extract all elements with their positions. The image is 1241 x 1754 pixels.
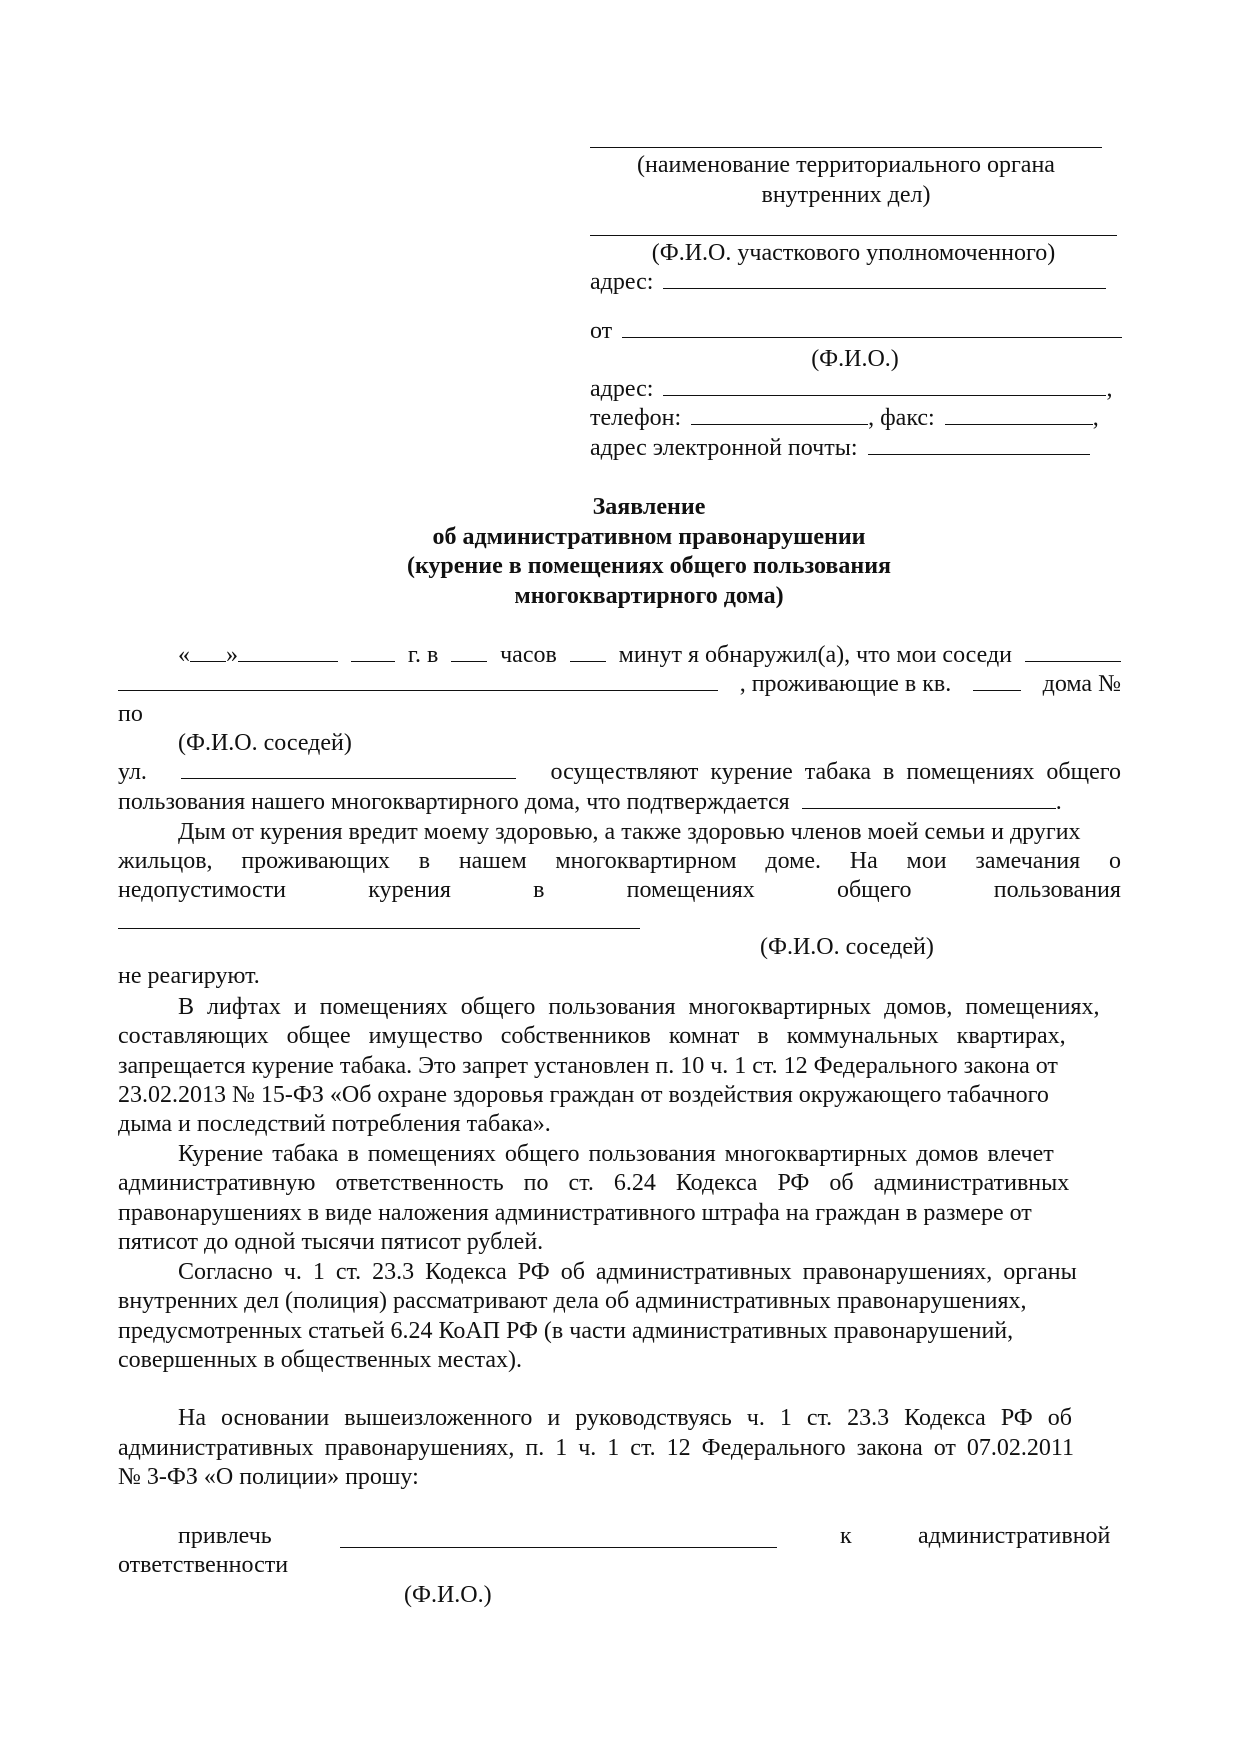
word: пользования — [993, 877, 1121, 903]
p4-line-4: пятисот до одной тысячи пятисот рублей. — [118, 1229, 544, 1255]
p2-end: не реагируют. — [118, 963, 260, 989]
title-line-4: многоквартирного дома) — [514, 583, 784, 609]
word: нашем — [458, 848, 527, 874]
email-row — [590, 433, 1090, 463]
officer-caption: (Ф.И.О. участкового уполномоченного) — [651, 240, 1056, 266]
fax-label: , факс: — [868, 405, 935, 431]
sender-address-label: адрес: — [590, 376, 654, 402]
p3-line-4: 23.02.2013 № 15-ФЗ «Об охране здоровья граждан от воздействия окружающего табачного — [118, 1082, 1049, 1108]
request-responsibility: ответственности — [118, 1552, 289, 1578]
body-line-1: « » г. в часов минут я обнаружил(а), что мои соседи — [178, 640, 1121, 670]
from-label: от — [590, 318, 613, 344]
p3-line-5: дыма и последствий потребления табака». — [118, 1111, 551, 1137]
neighbors-field-3[interactable] — [118, 928, 640, 929]
p3-line-3: запрещается курение табака. Это запрет установлен п. 10 ч. 1 ст. 12 Федерального закона от — [118, 1053, 1058, 1079]
p6-line-3: № 3-ФЗ «О полиции» прошу: — [118, 1464, 419, 1490]
request-k: к — [840, 1523, 852, 1549]
comma: , — [1092, 405, 1099, 431]
word: доме. — [765, 848, 821, 874]
month-field[interactable] — [238, 640, 338, 662]
year-field[interactable] — [351, 640, 395, 662]
sender-address-row — [590, 374, 1112, 404]
word: помещениях — [626, 877, 755, 903]
p5-line-1: Согласно ч. 1 ст. 23.3 Кодекса РФ об административных правонарушениях, органы — [178, 1259, 1077, 1285]
word: о — [1108, 848, 1121, 874]
word: проживающих — [241, 848, 390, 874]
word: На — [849, 848, 878, 874]
organ-caption-1: (наименование территориального органа — [637, 152, 1055, 178]
p6-line-2: административных правонарушениях, п. 1 ч. 1 ст. 12 Федерального закона от 07.02.2011 — [118, 1435, 1075, 1461]
apartment-field[interactable] — [973, 669, 1021, 691]
p5-line-4: совершенных в общественных местах). — [118, 1347, 523, 1373]
phone-label: телефон: — [590, 405, 682, 431]
title-line-3: (курение в помещениях общего пользования — [406, 553, 892, 579]
neighbors-caption: (Ф.И.О. соседей) — [178, 730, 352, 756]
word: замечания — [975, 848, 1081, 874]
evidence-field[interactable] — [802, 787, 1056, 809]
word: курения — [368, 877, 451, 903]
offender-name-field[interactable] — [340, 1547, 777, 1548]
hours-field[interactable] — [451, 640, 487, 662]
email-label: адрес электронной почты: — [590, 435, 858, 461]
p5-line-3: предусмотренных статьей 6.24 КоАП РФ (в части административных правонарушений, — [118, 1318, 1014, 1344]
p6-line-1: На основании вышеизложенного и руководствуясь ч. 1 ст. 23.3 Кодекса РФ об — [178, 1405, 1072, 1431]
word: в — [533, 877, 545, 903]
request-admin: административной — [918, 1523, 1111, 1549]
word: общего — [836, 877, 912, 903]
word: мои — [906, 848, 947, 874]
p2-line-2 — [118, 846, 1121, 876]
street-field[interactable] — [181, 757, 516, 779]
title-line-2: об административном правонарушении — [432, 524, 866, 550]
word: в — [418, 848, 431, 874]
email-field[interactable] — [868, 433, 1090, 455]
p5-line-2: внутренних дел (полиция) рассматривают дела об административных правонарушениях, — [118, 1288, 1027, 1314]
p2-line-3 — [118, 875, 1121, 905]
minutes-field[interactable] — [570, 640, 606, 662]
p4-line-3: правонарушениях в виде наложения административного штрафа на граждан в размере от — [118, 1200, 1032, 1226]
body-line-5: ул. осуществляют курение табака в помещениях общего — [118, 759, 1121, 785]
sender-row — [590, 316, 1122, 346]
offender-fio-caption: (Ф.И.О.) — [404, 1582, 492, 1608]
sender-name-field[interactable] — [622, 316, 1122, 338]
officer-name-line[interactable] — [590, 235, 1117, 236]
phone-field[interactable] — [691, 403, 868, 425]
p4-line-1: Курение табака в помещениях общего пользования многоквартирных домов влечет — [178, 1141, 1054, 1167]
word: многоквартирном — [555, 848, 737, 874]
organ-caption-2: внутренних дел) — [761, 182, 931, 208]
p4-line-2: административную ответственность по ст. 6.24 Кодекса РФ об административных — [118, 1170, 1070, 1196]
p2-line-1: Дым от курения вредит моему здоровью, а также здоровью членов моей семьи и других — [178, 819, 1081, 845]
neighbors-field-2[interactable] — [118, 669, 718, 691]
p3-line-2: составляющих общее имущество собственников комнат в коммунальных квартирах, — [118, 1023, 1066, 1049]
address-label: адрес: — [590, 269, 654, 295]
body-line-3: по — [118, 701, 143, 727]
fax-field[interactable] — [945, 403, 1093, 425]
body-line-2: , проживающие в кв. дома № — [118, 669, 1121, 699]
organ-name-line[interactable] — [590, 147, 1102, 148]
title-line-1: Заявление — [592, 494, 706, 520]
neighbors-caption-2: (Ф.И.О. соседей) — [760, 934, 934, 960]
comma: , — [1106, 376, 1113, 402]
sender-address-field[interactable] — [663, 374, 1106, 396]
day-field[interactable] — [190, 640, 226, 662]
phone-fax-row — [590, 403, 1099, 433]
officer-address-field[interactable] — [663, 267, 1106, 289]
sender-fio-caption: (Ф.И.О.) — [811, 346, 899, 372]
word: недопустимости — [118, 877, 286, 903]
p3-line-1: В лифтах и помещениях общего пользования многоквартирных домов, помещениях, — [178, 994, 1100, 1020]
officer-address-row — [590, 267, 1106, 297]
request-label: привлечь — [178, 1523, 272, 1549]
word: жильцов, — [118, 848, 213, 874]
neighbors-field-1[interactable] — [1025, 640, 1121, 662]
body-line-6: пользования нашего многоквартирного дома, что подтверждается . — [118, 789, 1062, 815]
